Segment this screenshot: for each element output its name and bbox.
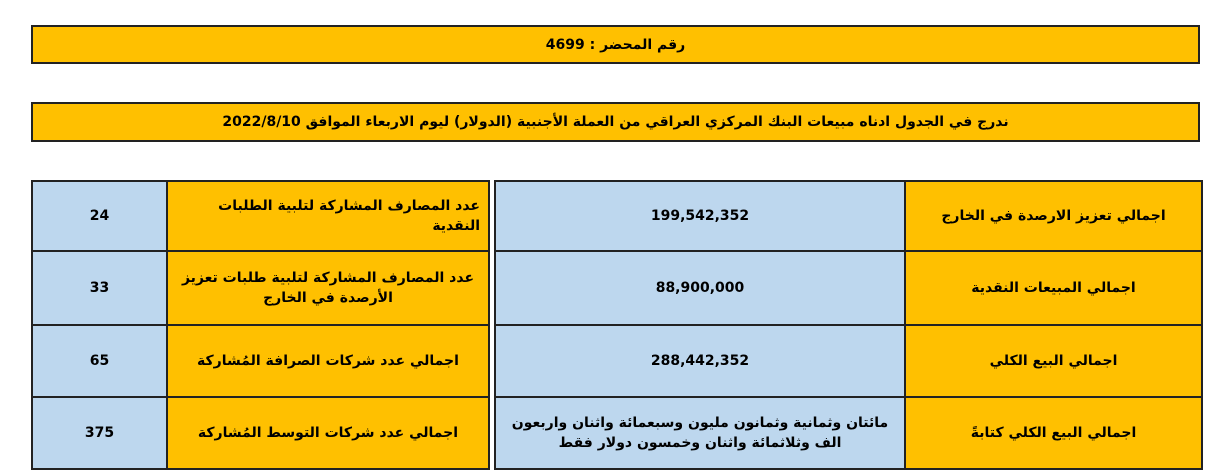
sales-value: 288,442,352 xyxy=(495,325,905,397)
table-row xyxy=(495,181,1202,251)
sales-label: اجمالي البيع الكلي كتابةً xyxy=(905,397,1202,469)
participants-table xyxy=(31,180,490,470)
sales-label: اجمالي البيع الكلي xyxy=(905,325,1202,397)
sales-label: اجمالي تعزيز الارصدة في الخارج xyxy=(905,181,1202,251)
table-row xyxy=(495,251,1202,325)
record-number-bar xyxy=(31,25,1200,64)
participants-label: اجمالي عدد شركات التوسط المُشاركة xyxy=(167,397,489,469)
sales-table xyxy=(494,180,1203,470)
sales-value: 88,900,000 xyxy=(495,251,905,325)
participants-label: عدد المصارف المشاركة لتلبية طلبات تعزيز الأرصدة في الخارج xyxy=(167,251,489,325)
participants-value: 24 xyxy=(32,181,167,251)
table-row xyxy=(495,325,1202,397)
table-row xyxy=(32,397,489,469)
participants-label: عدد المصارف المشاركة لتلبية الطلبات النقدية xyxy=(167,181,489,251)
participants-label: اجمالي عدد شركات الصرافة المُشاركة xyxy=(167,325,489,397)
participants-value: 375 xyxy=(32,397,167,469)
sales-value: 199,542,352 xyxy=(495,181,905,251)
sales-label: اجمالي المبيعات النقدية xyxy=(905,251,1202,325)
table-row xyxy=(32,251,489,325)
sales-value: مائتان وثمانية وثمانون مليون وسبعمائة واثنان واربعون الف وثلاثمائة واثنان وخمسون دولار فقط xyxy=(495,397,905,469)
description-bar xyxy=(31,102,1200,142)
record-number-text: رقم المحضر : 4699 xyxy=(545,36,686,53)
table-row xyxy=(32,181,489,251)
description-text: ندرج في الجدول ادناه مبيعات البنك المركزي العراقي من العملة الأجنبية (الدولار) ليوم الاربعاء الموافق 2022/8/10 xyxy=(222,114,1009,130)
table-row xyxy=(32,325,489,397)
participants-value: 33 xyxy=(32,251,167,325)
table-row xyxy=(495,397,1202,469)
participants-value: 65 xyxy=(32,325,167,397)
